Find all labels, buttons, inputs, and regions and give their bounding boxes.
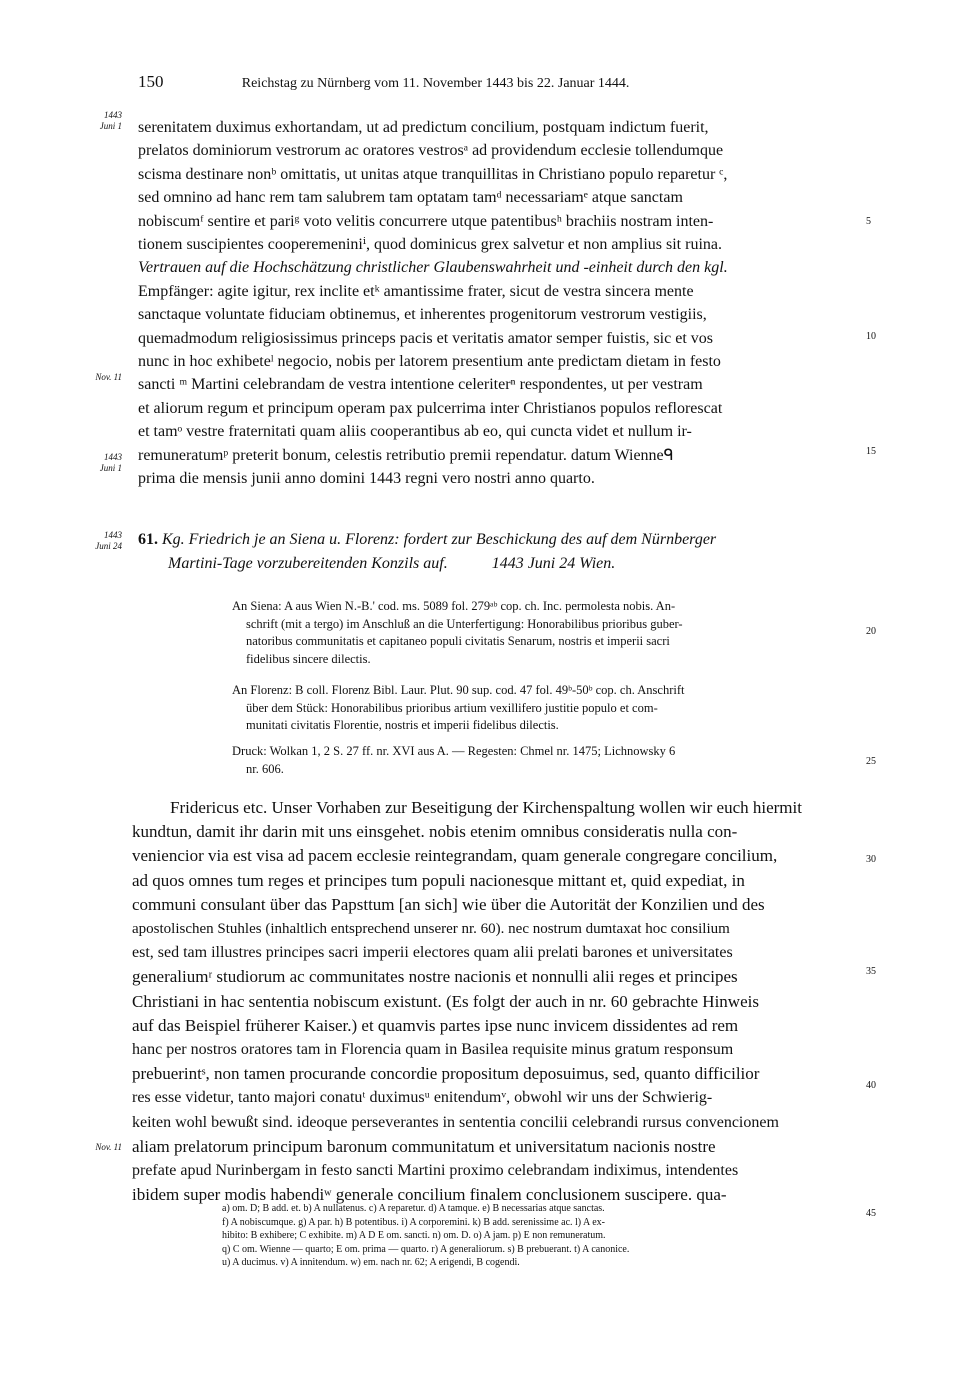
text-line: nunc in hoc exhibeteˡ negocio, nobis per latorem presentium ante predictam dietam in festo	[138, 353, 721, 371]
note-line: fidelibus sincere dilectis.	[246, 651, 371, 666]
source-note-florenz	[232, 682, 864, 735]
text-line: tionem suscipientes cooperemeniniⁱ, quod dominicus grex salvetur et non amplius sit ruina.	[138, 236, 722, 254]
source-note-druck	[232, 743, 864, 778]
line-number: 10	[866, 331, 876, 342]
line-number: 40	[866, 1080, 876, 1091]
line-number: 45	[866, 1208, 876, 1219]
margin-day: Juni 1	[99, 463, 122, 473]
text-line: nobiscumᶠ sentire et pariᵍ voto velitis concurrere utque patentibusʰ brachiis nostram inten-	[138, 212, 714, 230]
text-line: Empfänger: agite igitur, rex inclite etᵏ amantissime frater, sicut de vestra sincera mente	[138, 282, 694, 300]
text-line: scisma destinare nonᵇ omittatis, ut unitas atque tranquillitas in Christiano populo reparetur ᶜ,	[138, 165, 728, 183]
source-note-siena	[232, 598, 864, 668]
margin-year: 1443	[104, 110, 122, 120]
text-line: auf das Beispiel früherer Kaiser.) et quamvis partes ipse nunc invicem dissidentes ad rem	[132, 1015, 739, 1035]
margin-year: 1443	[104, 530, 122, 540]
text-line: remuneratumᵖ preterit bonum, celestis retributio premii rependatur. datum Wienneᑫ	[138, 446, 674, 464]
margin-nov11-b: Nov. 11	[95, 1142, 122, 1152]
text-line: et tamᵒ vestre fraternitati quam aliis cooperantibus ab eo, qui cuncta videt et nullum ir-	[138, 423, 692, 441]
margin-day: Juni 24	[95, 541, 122, 551]
text-line: res esse videtur, tanto majori conatuᵗ duximusᵘ enitendumᵛ, obwohl wir uns der Schwierig-	[132, 1089, 713, 1107]
text-line: prelatos dominiorum vestrorum ac oratores vestrosᵃ ad providendum ecclesie tollendumque	[138, 142, 724, 160]
note-line: über dem Stück: Honorabilibus prioribus artium vexillifero justitie populo et com-	[246, 700, 658, 715]
line-number: 25	[866, 756, 876, 767]
footnote-line: a) om. D; B add. et. b) A nullatenus. c) A reparetur. d) A tamque. e) B necessarias atque sanctas.	[222, 1203, 605, 1214]
margin-date-bottom	[84, 452, 122, 474]
main-text-block	[132, 796, 864, 1207]
text-line: hanc per nostros oratores tam in Florencia quam in Basilea requisite minus gratum responsum	[132, 1041, 734, 1059]
document-heading	[138, 528, 868, 576]
text-line: Christiani in hac sententia nobiscum existunt. (Es folgt der auch in nr. 60 gebrachte Hinweis	[132, 991, 759, 1011]
document-number: 61.	[138, 531, 158, 548]
text-line: serenitatem duximus exhortandam, ut ad predictum concilium, postquam indictum fuerit,	[138, 119, 709, 136]
text-line: generaliumʳ studiorum ac communitates nostre nacionis et nonnulli alii reges et principes	[132, 967, 738, 987]
note-line: An Siena: A aus Wien N.-B.' cod. ms. 5089 fol. 279ᵃᵇ cop. ch. Inc. permolesta nobis. An-	[232, 599, 676, 613]
text-line: quemadmodum religiosissimus princeps pacis et veritatis amator semper fuistis, sic et vos	[138, 329, 713, 347]
note-line: Druck: Wolkan 1, 2 S. 27 ff. nr. XVI aus A. — Regesten: Chmel nr. 1475; Lichnowsky 6	[232, 744, 676, 758]
text-line: prima die mensis junii anno domini 1443 regni vero nostri anno quarto.	[138, 470, 595, 488]
running-title: Reichstag zu Nürnberg vom 11. November 1443 bis 22. Januar 1444.	[241, 76, 630, 91]
note-line: schrift (mit a tergo) im Anschluß an die Unterfertigung: Honorabilibus prioribus guber-	[246, 616, 683, 631]
text-line-german: Vertrauen auf die Hochschätzung christlicher Glaubenswahrheit und -einheit durch den kgl.	[138, 259, 728, 277]
footnote-line: u) A ducimus. v) A innitendum. w) em. nach nr. 62; A erigendi, B cogendi.	[222, 1257, 520, 1268]
note-line: munitati civitatis Florentie, nostris et imperii fidelibus dilectis.	[246, 718, 559, 732]
text-line: et aliorum regum et principum operam pax pulcerrima inter Christianos populos reflorescat	[138, 399, 723, 417]
text-line: ad quos omnes tum reges et principes tum populi nacionesque mittant et, quid expediat, in	[132, 870, 745, 890]
note-line: nr. 606.	[246, 761, 284, 776]
margin-day: Juni 1	[99, 121, 122, 131]
top-text-block	[138, 116, 862, 491]
line-number: 35	[866, 966, 876, 977]
text-line: Fridericus etc. Unser Vorhaben zur Beseitigung der Kirchenspaltung wollen wir euch hiermit	[170, 798, 802, 817]
document-title-cont: Martini-Tage vorzubereitenden Konzils auf.	[168, 555, 448, 572]
note-line: An Florenz: B coll. Florenz Bibl. Laur. Plut. 90 sup. cod. 47 fol. 49ᵇ-50ᵇ cop. ch. Anschrift	[232, 683, 685, 697]
page-header	[138, 72, 838, 92]
text-line: est, sed tam illustres principes sacri imperii electores quam alii prelati barones et universitates	[132, 944, 733, 962]
line-number: 15	[866, 446, 876, 457]
document-title: Kg. Friedrich je an Siena u. Florenz: fordert zur Beschickung des auf dem Nürnberger	[162, 531, 717, 548]
margin-date-top	[84, 110, 122, 132]
text-line: keiten wohl bewußt sind. ideoque perseverantes in sententia concilii celebrandi rursus convencionem	[132, 1113, 779, 1131]
text-line: kundtun, damit ihr darin mit uns einsgehet. nobis etenim omnibus consideratis nulla con-	[132, 822, 738, 842]
margin-year: 1443	[104, 452, 122, 462]
page-number: 150	[138, 72, 164, 91]
footnotes	[222, 1202, 882, 1270]
text-line: aliam prelatorum principum baronum communitatum et universitatum nacionis nostre	[132, 1136, 716, 1156]
text-line: prefate apud Nurinbergam in festo sancti Martini proximo celebrandam indiximus, intendentes	[132, 1162, 739, 1180]
text-line: sancti ᵐ Martini celebrandam de vestra intentione celeriterⁿ respondentes, ut per vestram	[138, 376, 703, 394]
margin-nov11-a: Nov. 11	[95, 372, 122, 382]
footnote-line: q) C om. Wienne — quarto; E om. prima — quarto. r) A generaliorum. s) B prebuerant. t) A canonice.	[222, 1243, 630, 1255]
text-line: sed omnino ad hanc rem tam salubrem tam optatam tamᵈ necessariamᵉ atque sanctam	[138, 189, 683, 207]
line-number: 30	[866, 854, 876, 865]
line-number: 5	[866, 216, 871, 227]
text-line: ibidem super modis habendiʷ generale concilium finalem conclusionem suscipere. qua-	[132, 1185, 727, 1205]
footnote-line: f) A nobiscumque. g) A par. h) B potentibus. i) A corporemini. k) B add. serenissime ac. l) A ex-	[222, 1216, 605, 1228]
text-line: communi consulant über das Papsttum [an sich] wie über die Autorität der Konzilien und des	[132, 894, 765, 914]
text-line: apostolischen Stuhles (inhaltlich entsprechend unserer nr. 60). nec nostrum dumtaxat hoc consilium	[132, 921, 730, 938]
line-number: 20	[866, 626, 876, 637]
margin-date-doc61	[84, 530, 122, 552]
text-line: sanctaque voluntate fiduciam obtinemus, et inherentes progenitorum vestrorum vestigiis,	[138, 306, 707, 324]
footnote-line: hibito: B exhibere; C exhibite. m) A D E om. sancti. n) om. D. o) A jam. p) E non remuneratum.	[222, 1230, 606, 1241]
document-date: 1443 Juni 24 Wien.	[491, 555, 616, 572]
text-line: veniencior via est visa ad pacem ecclesie reintegrandam, quam generale congregare concilium,	[132, 846, 778, 866]
text-line: prebuerintˢ, non tamen procurande concordie propositum deposuimus, sed, quanto difficilior	[132, 1064, 760, 1084]
note-line: natoribus communitatis et capitaneo populi civitatis Senarum, nostris et imperii sacri	[246, 634, 670, 648]
